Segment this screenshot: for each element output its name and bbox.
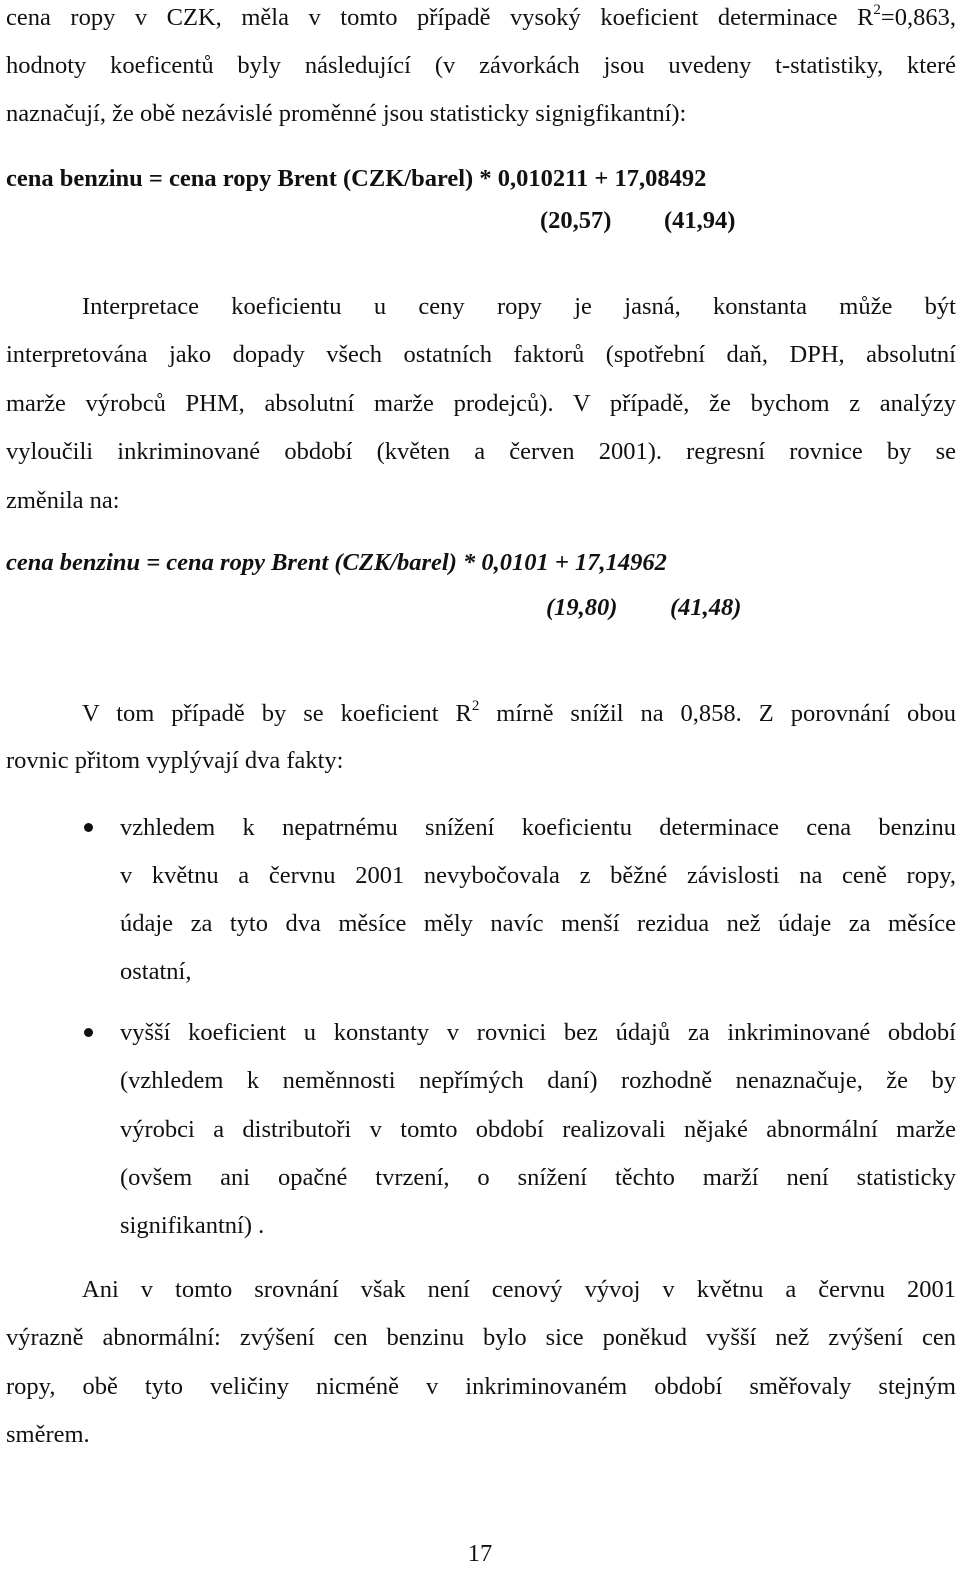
paragraph-4-line-1: Ani v tomto srovnání však není cenový vývoj v květnu a červnu 2001 bbox=[82, 1276, 956, 1303]
paragraph-3-line-1-text: V tom případě by se koeficient R bbox=[82, 700, 472, 727]
paragraph-3-line-1-rest: mírně snížil na 0,858. Z porovnání obou bbox=[479, 700, 957, 727]
bullet-1-line-2: v květnu a červnu 2001 nevybočovala z běžné závislosti na ceně ropy, bbox=[120, 862, 956, 889]
bullet-2-line-4: (ovšem ani opačné tvrzení, o snížení těchto marží není statisticky bbox=[120, 1164, 956, 1191]
t-statistic-2a: (19,80) bbox=[546, 594, 618, 621]
paragraph-4-line-4: směrem. bbox=[6, 1421, 90, 1448]
bullet-2-line-3: výrobci a distributoři v tomto období realizovali nějaké abnormální marže bbox=[120, 1116, 956, 1143]
page-number: 17 bbox=[467, 1540, 493, 1567]
intro-line-3: naznačují, že obě nezávislé proměnné jsou statisticky signigfikantní): bbox=[6, 100, 687, 127]
intro-line-2: hodnoty koeficentů byly následující (v závorkách jsou uvedeny t-statistiky, které bbox=[6, 52, 956, 79]
paragraph-2-line-4: vyloučili inkriminované období (květen a červen 2001). regresní rovnice by se bbox=[6, 438, 956, 465]
t-statistic-1b: (41,94) bbox=[664, 207, 736, 234]
r-squared-superscript-2: 2 bbox=[471, 697, 480, 714]
paragraph-4-line-2: výrazně abnormální: zvýšení cen benzinu bylo sice poněkud vyšší než zvýšení cen bbox=[6, 1324, 956, 1351]
paragraph-2-line-5: změnila na: bbox=[6, 487, 120, 514]
paragraph-3-line-2: rovnic přitom vyplývají dva fakty: bbox=[6, 747, 344, 774]
bullet-2-line-1: vyšší koeficient u konstanty v rovnici bez údajů za inkriminované období bbox=[120, 1019, 956, 1046]
paragraph-2-line-1: Interpretace koeficientu u ceny ropy je jasná, konstanta může být bbox=[82, 293, 956, 320]
intro-line-1-value: =0,863, bbox=[880, 4, 956, 31]
regression-equation-1: cena benzinu = cena ropy Brent (CZK/barel) * 0,010211 + 17,08492 bbox=[6, 165, 707, 192]
t-statistic-1a: (20,57) bbox=[540, 207, 612, 234]
bullet-1-line-3: údaje za tyto dva měsíce měly navíc menší rezidua než údaje za měsíce bbox=[120, 910, 956, 937]
regression-equation-2: cena benzinu = cena ropy Brent (CZK/barel) * 0,0101 + 17,14962 bbox=[6, 549, 667, 576]
intro-line-1 bbox=[6, 0, 956, 43]
bullet-1-line-1: vzhledem k nepatrnému snížení koeficientu determinace cena benzinu bbox=[120, 814, 956, 841]
t-statistic-2b: (41,48) bbox=[670, 594, 742, 621]
bullet-1-line-4: ostatní, bbox=[120, 958, 192, 985]
bullet-icon bbox=[84, 823, 93, 832]
bullet-2-line-2: (vzhledem k neměnnosti nepřímých daní) rozhodně nenaznačuje, že by bbox=[120, 1067, 956, 1094]
r-squared-superscript: 2 bbox=[873, 1, 881, 18]
paragraph-4-line-3: ropy, obě tyto veličiny nicméně v inkriminovaném období směřovaly stejným bbox=[6, 1373, 956, 1400]
paragraph-2-line-2: interpretována jako dopady všech ostatních faktorů (spotřební daň, DPH, absolutní bbox=[6, 341, 956, 368]
bullet-2-line-5: signifikantní) . bbox=[120, 1212, 265, 1239]
paragraph-2-line-3: marže výrobců PHM, absolutní marže prodejců). V případě, že bychom z analýzy bbox=[6, 390, 956, 417]
intro-line-1-text: cena ropy v CZK, měla v tomto případě vysoký koeficient determinace R bbox=[6, 4, 874, 31]
bullet-icon bbox=[84, 1028, 93, 1037]
paragraph-3-line-1 bbox=[82, 690, 956, 739]
